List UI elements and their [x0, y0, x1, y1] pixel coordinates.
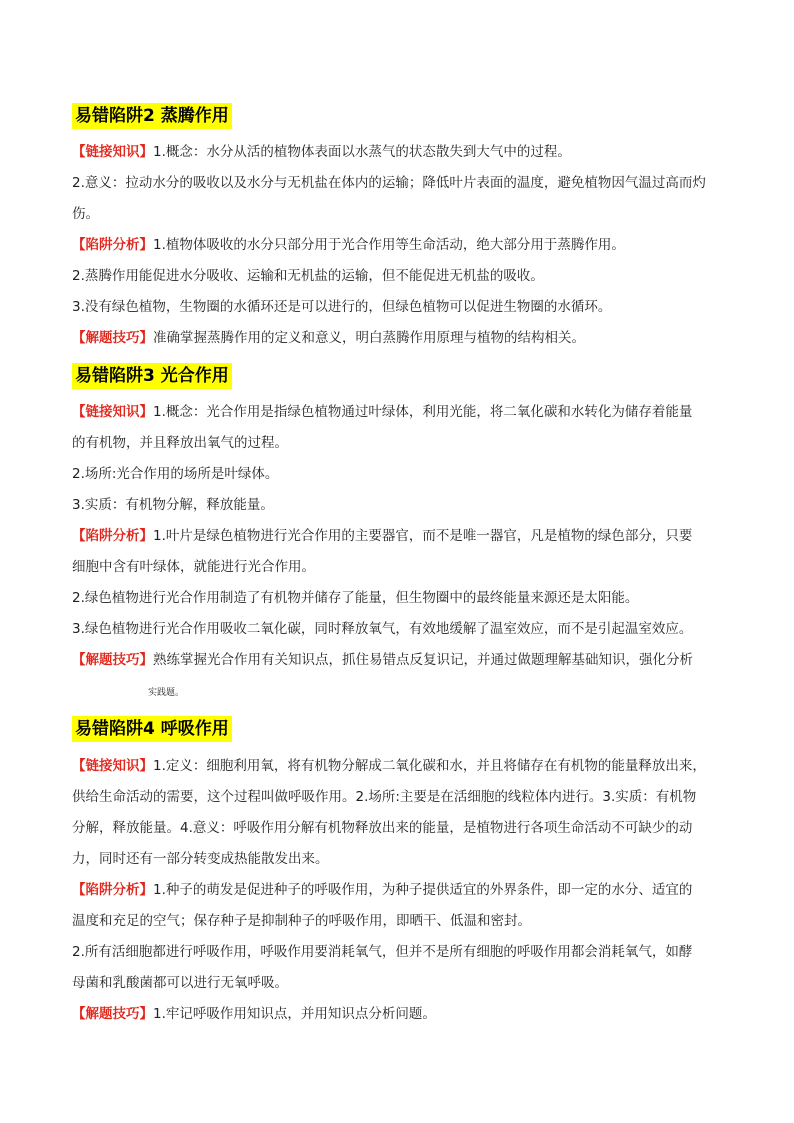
trap-line — [72, 526, 722, 546]
text-line — [72, 911, 722, 931]
line-text: 1.定义：细胞利用氧，将有机物分解成二氧化碳和水，并且将储存在有机物的能量释放出来， — [153, 758, 706, 774]
line-text: 1.牢记呼吸作用知识点，并用知识点分析问题。 — [153, 1006, 436, 1022]
line-text: 2.意义：拉动水分的吸收以及水分与无机盐在体内的运输；降低叶片表面的温度，避免植物因气温过高而灼 — [72, 175, 706, 191]
line-text: 1.植物体吸收的水分只部分用于光合作用等生命活动，绝大部分用于蒸腾作用。 — [153, 237, 625, 253]
line-text: 准确掌握蒸腾作用的定义和意义，明白蒸腾作用原理与植物的结构相关。 — [153, 330, 585, 346]
text-line — [72, 619, 722, 639]
line-text: 2.所有活细胞都进行呼吸作用，呼吸作用要消耗氧气，但并不是所有细胞的呼吸作用都会消耗氧气，如酵 — [72, 944, 693, 960]
text-line — [72, 818, 722, 838]
text-line — [72, 787, 722, 807]
line-text: 1.概念：水分从活的植物体表面以水蒸气的状态散失到大气中的过程。 — [153, 144, 571, 160]
trap-line — [72, 880, 722, 900]
line-text: 2.绿色植物进行光合作用制造了有机物并储存了能量，但生物圈中的最终能量来源还是太阳能。 — [72, 590, 639, 606]
line-text: 的有机物，并且释放出氧气的过程。 — [72, 435, 288, 451]
tag-label: 【解题技巧】 — [72, 652, 153, 668]
tag-label: 【陷阱分析】 — [72, 528, 153, 544]
line-text: 2.场所:光合作用的场所是叶绿体。 — [72, 466, 279, 482]
tag-label: 【陷阱分析】 — [72, 237, 153, 253]
text-line — [148, 683, 794, 703]
tag-label: 【链接知识】 — [72, 404, 153, 420]
tag-label: 【链接知识】 — [72, 144, 153, 160]
knowledge-line — [72, 402, 722, 422]
text-line — [72, 266, 722, 286]
section-heading-photosynthesis: 易错陷阱3 光合作用 — [72, 363, 232, 389]
line-text: 1.叶片是绿色植物进行光合作用的主要器官，而不是唯一器官，凡是植物的绿色部分，只要 — [153, 528, 693, 544]
line-text: 母菌和乳酸菌都可以进行无氧呼吸。 — [72, 975, 288, 991]
text-line — [72, 204, 722, 224]
tag-label: 【解题技巧】 — [72, 330, 153, 346]
tip-line — [72, 1004, 722, 1024]
text-line — [72, 297, 722, 317]
line-text: 1.概念：光合作用是指绿色植物通过叶绿体，利用光能，将二氧化碳和水转化为储存着能量 — [153, 404, 693, 420]
line-text: 伤。 — [72, 206, 99, 222]
tip-line — [72, 328, 722, 348]
line-text: 1.种子的萌发是促进种子的呼吸作用，为种子提供适宜的外界条件，即一定的水分、适宜的 — [153, 882, 693, 898]
line-text: 2.蒸腾作用能促进水分吸收、运输和无机盐的运输，但不能促进无机盐的吸收。 — [72, 268, 544, 284]
text-line — [72, 588, 722, 608]
section-heading-respiration: 易错陷阱4 呼吸作用 — [72, 716, 232, 742]
tag-label: 【链接知识】 — [72, 758, 153, 774]
line-text: 3.绿色植物进行光合作用吸收二氧化碳，同时释放氧气，有效地缓解了温室效应，而不是引起温室效应。 — [72, 621, 693, 637]
text-line — [72, 433, 722, 453]
knowledge-line — [72, 142, 722, 162]
line-text: 温度和充足的空气；保存种子是抑制种子的呼吸作用，即晒干、低温和密封。 — [72, 913, 531, 929]
line-text: 细胞中含有叶绿体，就能进行光合作用。 — [72, 559, 315, 575]
line-text: 实践题。 — [148, 688, 185, 698]
text-line — [72, 464, 722, 484]
line-text: 供给生命活动的需要，这个过程叫做呼吸作用。2.场所:主要是在活细胞的线粒体内进行。3.实质：有机物 — [72, 789, 697, 805]
text-line — [72, 849, 722, 869]
text-line — [72, 173, 722, 193]
line-text: 3.实质：有机物分解，释放能量。 — [72, 497, 274, 513]
trap-line — [72, 235, 722, 255]
tag-label: 【解题技巧】 — [72, 1006, 153, 1022]
line-text: 熟练掌握光合作用有关知识点，抓住易错点反复识记，并通过做题理解基础知识，强化分析 — [153, 652, 693, 668]
knowledge-line — [72, 756, 722, 776]
line-text: 力，同时还有一部分转变成热能散发出来。 — [72, 851, 329, 867]
tip-line — [72, 650, 722, 670]
text-line — [72, 973, 722, 993]
tag-label: 【陷阱分析】 — [72, 882, 153, 898]
text-line — [72, 495, 722, 515]
line-text: 3.没有绿色植物，生物圈的水循环还是可以进行的，但绿色植物可以促进生物圈的水循环。 — [72, 299, 612, 315]
text-line — [72, 557, 722, 577]
text-line — [72, 942, 722, 962]
section-heading-transpiration: 易错陷阱2 蒸腾作用 — [72, 103, 232, 129]
line-text: 分解，释放能量。4.意义：呼吸作用分解有机物释放出来的能量，是植物进行各项生命活动不可缺少的动 — [72, 820, 693, 836]
